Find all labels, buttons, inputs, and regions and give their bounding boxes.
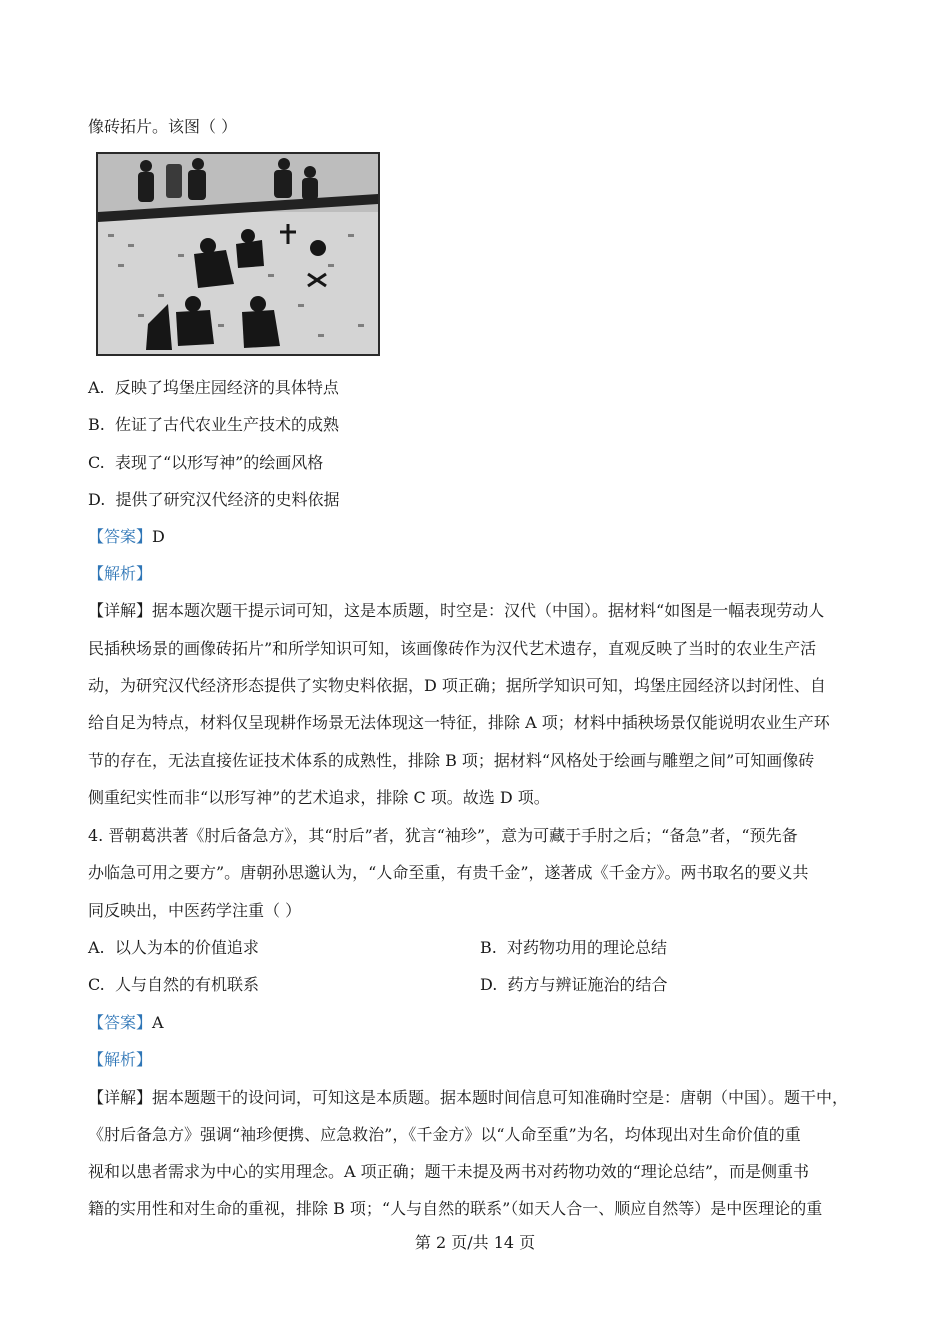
q3-detail-line: 侧重纪实性而非“以形写神”的艺术追求，排除 C 项。故选 D 项。 bbox=[88, 788, 550, 807]
brick-rubbing-image bbox=[96, 152, 380, 356]
q3-option-b bbox=[88, 414, 339, 436]
q3-option-a bbox=[88, 377, 339, 399]
analysis-tag: 【解析】 bbox=[88, 564, 153, 583]
option-text: 佐证了古代农业生产技术的成熟 bbox=[115, 415, 340, 434]
analysis-tag: 【解析】 bbox=[88, 1050, 153, 1069]
q4-detail-line bbox=[88, 1087, 848, 1109]
answer-value: A bbox=[152, 1013, 164, 1032]
q4-stem-line: 办临急可用之要方”。唐朝孙思邈认为，“人命至重，有贵千金”，遂著成《千金方》。两书取名的要义共 bbox=[88, 863, 809, 882]
q3-stem-tail: 像砖拓片。该图（ ） bbox=[88, 117, 238, 136]
q3-detail-line: 节的存在，无法直接佐证技术体系的成熟性，排除 B 项；据材料“风格处于绘画与雕塑之间”可知画像砖 bbox=[88, 751, 815, 770]
q4-option-b bbox=[480, 937, 667, 959]
q4-option-c bbox=[88, 974, 259, 996]
q3-analysis-heading bbox=[88, 563, 152, 585]
q4-stem-line: 同反映出，中医药学注重（ ） bbox=[88, 901, 302, 920]
option-text: 表现了“以形写神”的绘画风格 bbox=[114, 453, 324, 472]
q3-option-d bbox=[88, 489, 340, 511]
option-letter: B. bbox=[480, 938, 497, 957]
q3-detail-line: 给自足为特点，材料仅呈现耕作场景无法体现这一特征，排除 A 项；材料中插秧场景仅能说明农业生产环 bbox=[88, 713, 830, 732]
option-letter: D. bbox=[480, 975, 498, 994]
detail-text: 据本题题干的设问词，可知这是本质题。据本题时间信息可知准确时空是：唐朝（中国）。题干中， bbox=[152, 1088, 849, 1107]
option-letter: B. bbox=[88, 415, 105, 434]
option-text: 对药物功用的理论总结 bbox=[507, 938, 668, 957]
q3-detail-line: 动，为研究汉代经济形态提供了实物史料依据，D 项正确；据所学知识可知，坞堡庄园经济以封闭性、自 bbox=[88, 676, 826, 695]
q3-option-c bbox=[88, 452, 323, 474]
option-text: 提供了研究汉代经济的史料依据 bbox=[115, 490, 340, 509]
q4-option-a bbox=[88, 937, 259, 959]
detail-text: 据本题次题干提示词可知，这是本质题，时空是：汉代（中国）。据材料“如图是一幅表现劳动人 bbox=[152, 601, 825, 620]
q4-analysis-heading bbox=[88, 1049, 152, 1071]
option-text: 药方与辨证施治的结合 bbox=[507, 975, 668, 994]
answer-tag: 【答案】 bbox=[88, 527, 153, 546]
q4-detail-line: 视和以患者需求为中心的实用理念。A 项正确；题干未提及两书对药物功效的“理论总结”，而是侧重书 bbox=[88, 1162, 810, 1181]
q3-answer bbox=[88, 526, 165, 548]
q4-detail-line: 《肘后备急方》强调“袖珍便携、应急救治”，《千金方》以“人命至重”为名，均体现出对生命价值的重 bbox=[88, 1125, 801, 1144]
answer-tag: 【答案】 bbox=[88, 1013, 153, 1032]
option-letter: C. bbox=[88, 453, 105, 472]
q4-stem-line: 4. 晋朝葛洪著《肘后备急方》，其“肘后”者，犹言“袖珍”，意为可藏于手肘之后；“备急”者，“预先备 bbox=[88, 826, 798, 845]
q4-answer bbox=[88, 1012, 164, 1034]
option-text: 以人为本的价值追求 bbox=[114, 938, 259, 957]
farming-scene-illustration bbox=[98, 154, 378, 354]
option-letter: A. bbox=[88, 938, 105, 957]
q3-detail-line bbox=[88, 600, 824, 622]
option-letter: C. bbox=[88, 975, 105, 994]
page-footer: 第 2 页/共 14 页 bbox=[414, 1233, 536, 1252]
q4-option-d bbox=[480, 974, 668, 996]
detail-tag: 【详解】 bbox=[88, 1088, 153, 1107]
option-text: 人与自然的有机联系 bbox=[114, 975, 259, 994]
q4-detail-line: 籍的实用性和对生命的重视，排除 B 项；“人与自然的联系”（如天人合一、顺应自然等）是中医理论的重 bbox=[88, 1199, 823, 1218]
option-text: 反映了坞堡庄园经济的具体特点 bbox=[114, 378, 339, 397]
answer-value: D bbox=[152, 527, 165, 546]
q3-detail-line: 民插秧场景的画像砖拓片”和所学知识可知，该画像砖作为汉代艺术遗存，直观反映了当时的农业生产活 bbox=[88, 639, 817, 658]
option-letter: A. bbox=[88, 378, 105, 397]
detail-tag: 【详解】 bbox=[88, 601, 153, 620]
option-letter: D. bbox=[88, 490, 106, 509]
